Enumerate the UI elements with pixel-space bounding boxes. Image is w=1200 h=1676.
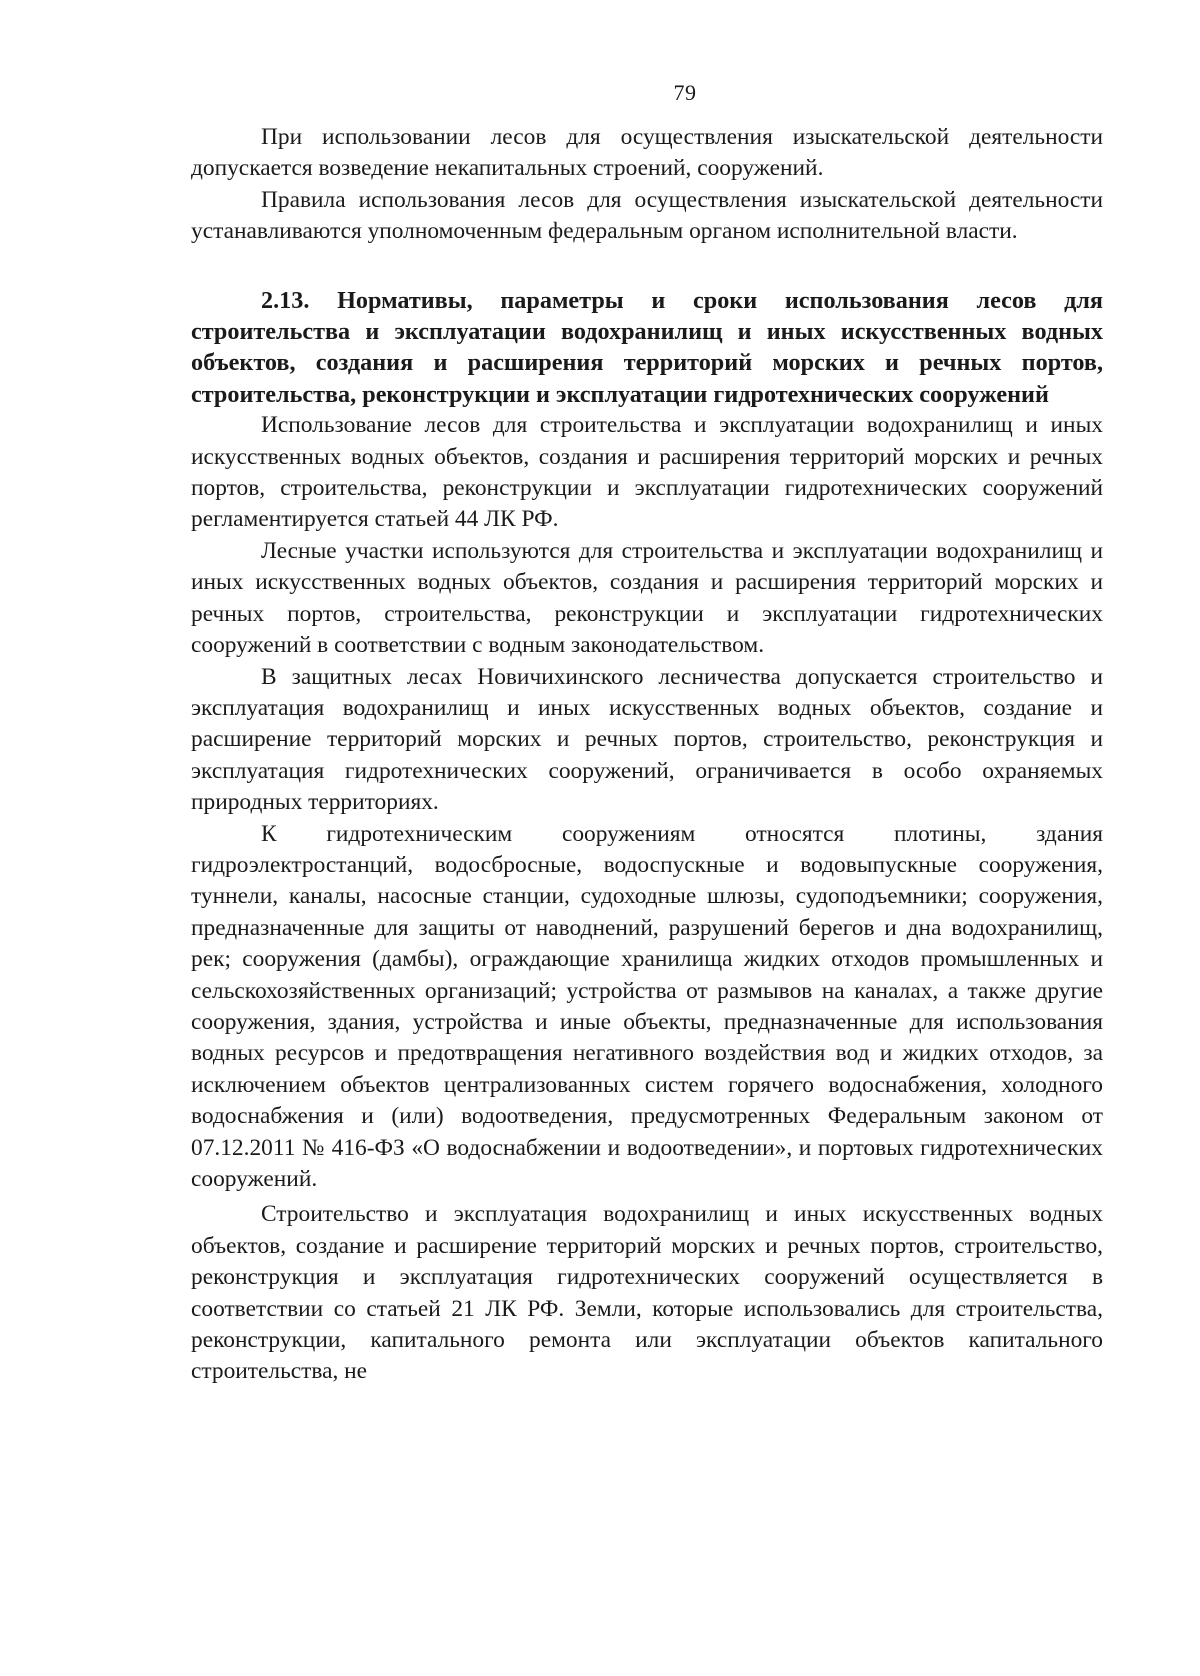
page-number: 79 bbox=[673, 80, 697, 105]
document-body bbox=[191, 122, 1103, 1388]
paragraph-survey-structures: При использовании лесов для осуществления изыскательской деятельности допускается возведение некапитальных строений, сооружений. bbox=[191, 124, 1103, 182]
paragraph-forest-plots-usage: Лесные участки используются для строительства и эксплуатации водохранилищ и иных искусственных водных объектов, создания и расширения территорий морских и речных портов, строительства, реконструкции и эксплуатации гидротехнических сооружений в соответствии с водным законодательством. bbox=[191, 537, 1103, 659]
paragraph-hydraulic-structures-definition: К гидротехническим сооружениям относятся плотины, здания гидроэлектростанций, водосбросные, водоспускные и водовыпускные сооружения, туннели, каналы, насосные станции, судоходные шлюзы, судоподъемники; сооружения, предназначенные для защиты от наводнений, разрушений берегов и дна водохранилищ, рек; сооружения (дамбы), ограждающие хранилища жидких отходов промышленных и сельскохозяйственных организаций; устройства от размывов на каналах, а также другие сооружения, здания, устройства и иные объекты, предназначенные для использования водных ресурсов и предотвращения негативного воздействия вод и жидких отходов, за исключением объектов централизованных систем горячего водоснабжения, холодного водоснабжения и (или) водоотведения, предусмотренных Федеральным законом от 07.12.2011 № 416-ФЗ «О водоснабжении и водоотведении», и портовых гидротехнических сооружений. bbox=[191, 820, 1103, 1192]
paragraph-survey-rules: Правила использования лесов для осуществления изыскательской деятельности устанавливаются уполномоченным федеральным органом исполнительной власти. bbox=[191, 186, 1103, 245]
paragraph-article-21: Строительство и эксплуатация водохранилищ и иных искусственных водных объектов, создание и расширение территорий морских и речных портов, строительство, реконструкция и эксплуатация гидротехнических сооружений осуществляется в соответствии со статьей 21 ЛК РФ. Земли, которые использовались для строительства, реконструкции, капитального ремонта или эксплуатации объектов капитального строительства, не bbox=[191, 1201, 1103, 1385]
paragraph-regulation-article-44: Использование лесов для строительства и эксплуатации водохранилищ и иных искусственных водных объектов, создания и расширения территорий морских и речных портов, строительства, реконструкции и эксплуатации гидротехнических сооружений регламентируется статьей 44 ЛК РФ. bbox=[191, 412, 1103, 533]
paragraph-protective-forests: В защитных лесах Новичихинского лесничества допускается строительство и эксплуатация водохранилищ и иных искусственных водных объектов, создание и расширение территорий морских и речных портов, строительство, реконструкция и эксплуатация гидротехнических сооружений, ограничивается в особо охраняемых природных территориях. bbox=[191, 663, 1103, 816]
section-heading-2-13: 2.13. Нормативы, параметры и сроки использования лесов для строительства и эксплуатации водохранилищ и иных искусственных водных объектов, создания и расширения территорий морских и речных портов, строительства, реконструкции и эксплуатации гидротехнических сооружений bbox=[191, 286, 1103, 408]
